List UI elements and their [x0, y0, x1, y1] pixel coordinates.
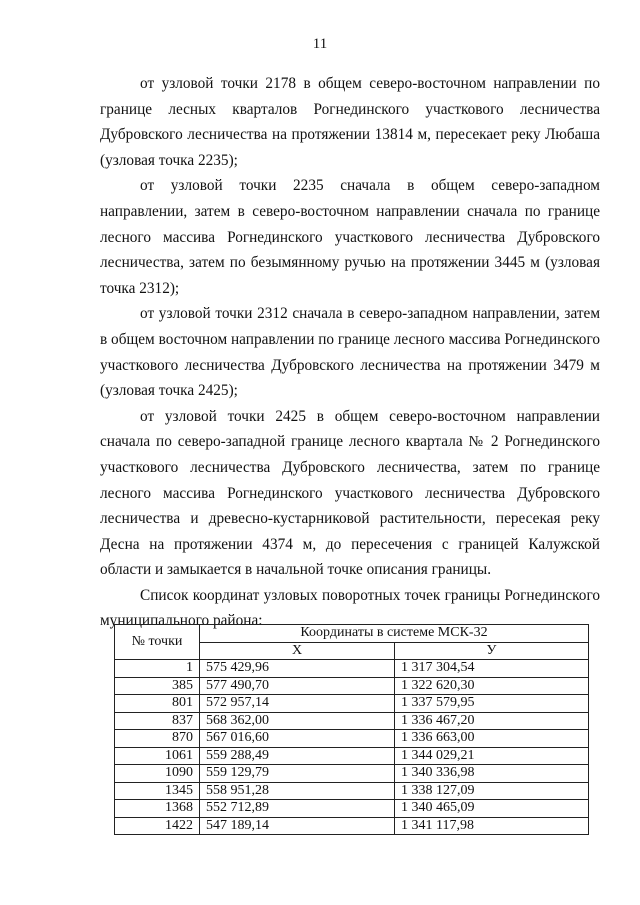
x-coordinate-cell: 559 129,79	[200, 765, 395, 783]
table-row	[115, 712, 589, 730]
x-coordinate-cell: 558 951,28	[200, 782, 395, 800]
y-coordinate-cell: 1 344 029,21	[395, 747, 589, 765]
table-row	[115, 782, 589, 800]
boundary-paragraph: от узловой точки 2312 сначала в северо-западном направлении, затем в общем восточном направлении по границе лесного массива Рогнединского участкового лесничества Дубровского лесничества на протяжении 3479 м (узловая точка 2425);	[100, 305, 600, 400]
point-number-cell: 1368	[115, 800, 200, 818]
point-number-cell: 870	[115, 730, 200, 748]
y-coordinate-cell: 1 341 117,98	[395, 817, 589, 835]
coordinate-system-header: Координаты в системе МСК-32	[200, 625, 589, 643]
y-coordinate-cell: 1 340 336,98	[395, 765, 589, 783]
x-coordinate-cell: 572 957,14	[200, 695, 395, 713]
table-row	[115, 677, 589, 695]
table-row	[115, 695, 589, 713]
x-column-header: X	[200, 642, 395, 660]
x-coordinate-cell: 559 288,49	[200, 747, 395, 765]
point-number-cell: 837	[115, 712, 200, 730]
point-number-cell: 1422	[115, 817, 200, 835]
point-number-cell: 1061	[115, 747, 200, 765]
x-coordinate-cell: 567 016,60	[200, 730, 395, 748]
y-coordinate-cell: 1 336 663,00	[395, 730, 589, 748]
table-row	[115, 747, 589, 765]
y-coordinate-cell: 1 337 579,95	[395, 695, 589, 713]
boundary-paragraph: от узловой точки 2425 в общем северо-восточном направлении сначала по северо-западной границе лесного квартала № 2 Рогнединского участкового лесничества Дубровского лесничества, затем по границе лесного массива Рогнединского участкового лесничества Дубровского лесничества и древесно-кустарниковой растительности, пересекая реку Десна на протяжении 4374 м, до пересечения с границей Калужской области и замыкается в начальной точке описания границы.	[100, 407, 600, 579]
table-row	[115, 730, 589, 748]
x-coordinate-cell: 552 712,89	[200, 800, 395, 818]
table-row	[115, 660, 589, 678]
point-number-cell: 385	[115, 677, 200, 695]
table-caption: Список координат узловых поворотных точек границы Рогнединского муниципального района:	[100, 586, 600, 630]
document-body	[100, 71, 600, 634]
boundary-paragraph: от узловой точки 2178 в общем северо-восточном направлении по границе лесных кварталов Рогнединского участкового лесничества Дубровского лесничества на протяжении 13814 м, пересекает реку Любаша (узловая точка 2235);	[100, 75, 600, 169]
y-coordinate-cell: 1 338 127,09	[395, 782, 589, 800]
point-number-cell: 801	[115, 695, 200, 713]
table-row	[115, 800, 589, 818]
y-coordinate-cell: 1 322 620,30	[395, 677, 589, 695]
coordinates-table	[114, 624, 589, 835]
y-coordinate-cell: 1 336 467,20	[395, 712, 589, 730]
point-number-cell: 1	[115, 660, 200, 678]
x-coordinate-cell: 575 429,96	[200, 660, 395, 678]
y-coordinate-cell: 1 340 465,09	[395, 800, 589, 818]
point-number-cell: 1090	[115, 765, 200, 783]
point-number-cell: 1345	[115, 782, 200, 800]
page-number: 11	[312, 36, 328, 52]
table-row	[115, 765, 589, 783]
y-coordinate-cell: 1 317 304,54	[395, 660, 589, 678]
boundary-paragraph: от узловой точки 2235 сначала в общем северо-западном направлении, затем в северо-восточном направлении сначала по границе лесного массива Рогнединского участкового лесничества Дубровского лесничества, затем по безымянному ручью на протяжении 3445 м (узловая точка 2312);	[100, 177, 600, 297]
x-coordinate-cell: 577 490,70	[200, 677, 395, 695]
point-number-header: № точки	[115, 625, 200, 660]
x-coordinate-cell: 568 362,00	[200, 712, 395, 730]
table-row	[115, 817, 589, 835]
x-coordinate-cell: 547 189,14	[200, 817, 395, 835]
y-column-header: У	[395, 642, 589, 660]
